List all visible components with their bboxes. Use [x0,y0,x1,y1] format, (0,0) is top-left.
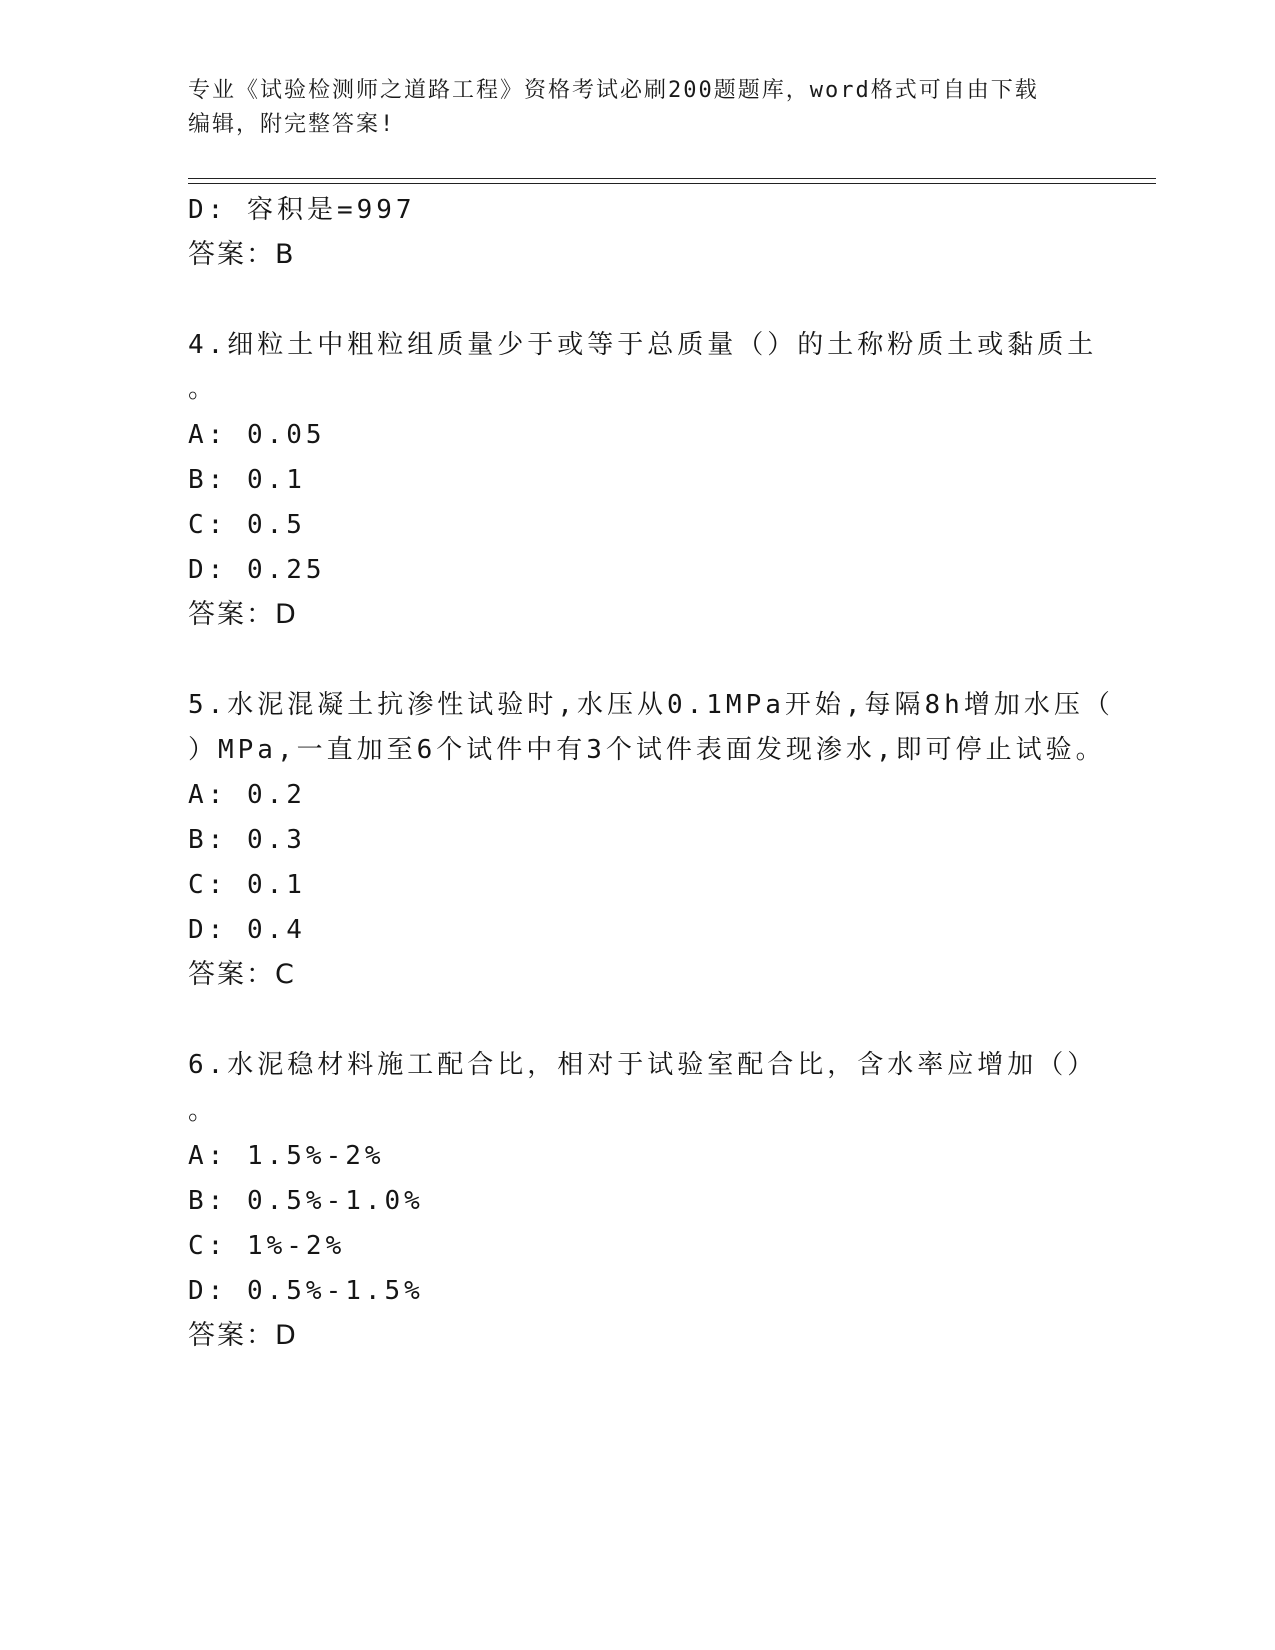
header-divider-top [188,178,1156,179]
q6-stem-line-2: 。 [188,1096,219,1126]
q5-option-c: C: 0.1 [188,870,306,900]
q4-option-d: D: 0.25 [188,555,326,585]
q6-option-c: C: 1%-2% [188,1231,346,1261]
q6-option-a: A: 1.5%-2% [188,1141,385,1171]
q4-option-c: C: 0.5 [188,510,306,540]
q5-stem-line-2: ）MPa,一直加至6个试件中有3个试件表面发现渗水,即可停止试验。 [188,735,1106,765]
q6-option-d: D: 0.5%-1.5% [188,1276,424,1306]
header-line-2: 编辑，附完整答案! [188,112,396,137]
q6-option-b: B: 0.5%-1.0% [188,1186,424,1216]
prev-option-d: D: 容积是=997 [188,195,416,225]
q5-answer: 答案：C [188,959,296,990]
header-line-1: 专业《试验检测师之道路工程》资格考试必刷200题题库，word格式可自由下载 [188,78,1039,103]
q5-stem-line-1: 5.水泥混凝土抗渗性试验时,水压从0.1MPa开始,每隔8h增加水压（ [188,690,1114,720]
q4-stem-line-1: 4.细粒土中粗粒组质量少于或等于总质量（）的土称粉质土或黏质土 [188,330,1098,360]
q4-answer: 答案：D [188,599,298,630]
q4-stem-line-2: 。 [188,374,219,404]
q5-option-a: A: 0.2 [188,780,306,810]
page-header [188,74,1068,142]
q6-stem-line-1: 6.水泥稳材料施工配合比，相对于试验室配合比，含水率应增加（） [188,1050,1098,1080]
prev-answer: 答案：B [188,239,296,270]
q4-option-b: B: 0.1 [188,465,306,495]
header-divider-bottom [188,183,1156,184]
q5-option-d: D: 0.4 [188,915,306,945]
q5-option-b: B: 0.3 [188,825,306,855]
q4-option-a: A: 0.05 [188,420,326,450]
q6-answer: 答案：D [188,1320,298,1351]
